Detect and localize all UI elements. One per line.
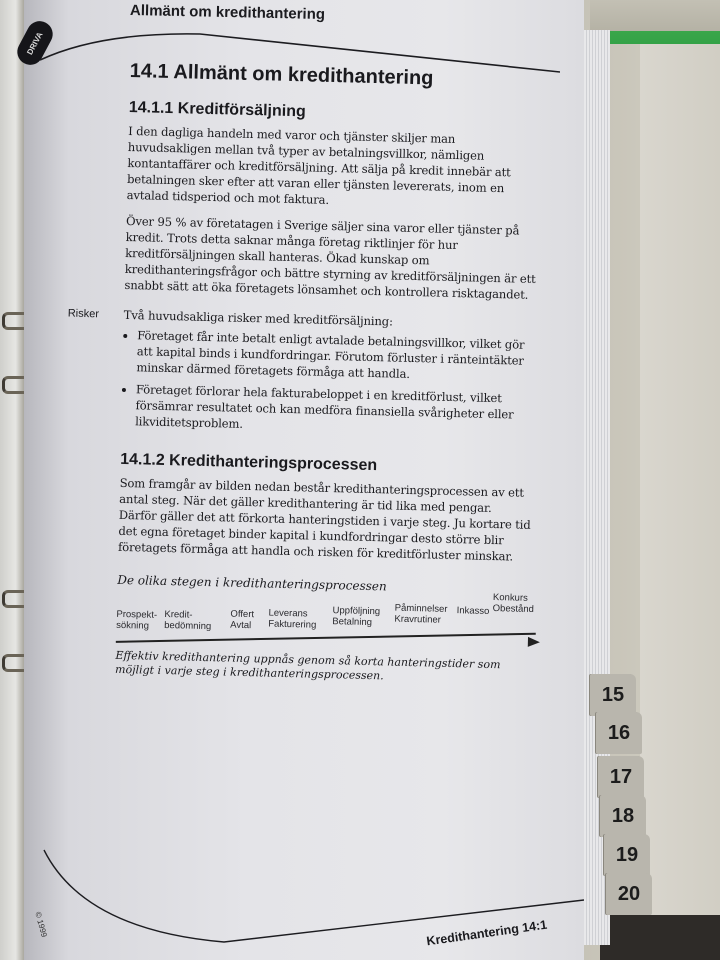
list-item: • Företaget får inte betalt enligt avtalade betalningsvillkor, vilket gör att kapital binds i kundfordringar. Förutom förluster i ränteintäkter minskar därmed företagets förmåga att handla. [136,327,535,385]
list-item: • Företaget förlorar hela fakturabeloppet i en kreditförlust, vilket försämrar resultatet och kan medföra finansiella svårigheter eller likviditetsproblem. [135,381,534,439]
process-step: Kredit- bedömning [164,609,212,633]
paragraph: Som framgår av bilden nedan består kredithanteringsprocessen av ett antal steg. När det gäller kredithantering är tid lika med pengar. Därför gäller det att förkorta hanteringstiden i varje steg. Ju kortare tid det egna företaget binder kapital i kundfordringar desto större blir företagets förmåga att handla och risken för kreditförluster minskar. [117,475,531,564]
diagram-title: De olika stegen i kredithanteringsprocessen [117,572,387,594]
process-steps [116,591,535,649]
page-content [67,60,542,693]
process-arrow-line [116,633,536,643]
process-step: Offert Avtal [230,608,255,632]
tab-15[interactable]: 15 [590,674,636,716]
process-step: Prospekt- sökning [116,608,158,632]
process-step: Uppföljning Betalning [332,605,381,629]
risk-intro: Två huvudsakliga risker med kreditförsäljning: [123,307,393,329]
running-header: Allmänt om kredithantering [129,1,326,24]
section-heading: 14.1 Allmänt om kredithantering [129,60,434,90]
paragraph: I den dagliga handeln med varor och tjänster skiljer man huvudsakligen mellan två typer av betalningsvillkor, nämligen kontantaffärer och kreditförsäljning. Att sälja på kredit innebär att betalningen sker efter att varan eller tjänsten levererats, inom en avtalad tidsperiod och mot faktura. [126,123,511,207]
process-step: Konkurs Obestånd [492,592,535,616]
series-badge: DRIVA [13,17,58,70]
process-step: Inkasso [456,605,490,617]
tab-19[interactable]: 19 [604,834,650,876]
diagram-caption: Effektiv kredithantering uppnås genom så korta hanteringstider som möjligt i varje steg i kredithanteringsprocessen. [114,648,501,683]
subsection-heading: 14.1.2 Kredithanteringsprocessen [120,450,378,475]
subsection-heading: 14.1.1 Kreditförsäljning [128,98,306,121]
page-footer-label: Kredithantering 14:1 [425,917,548,949]
process-step: Leverans Fakturering [268,607,317,631]
margin-note: Risker [67,307,100,321]
tab-20[interactable]: 20 [606,873,652,915]
binder-bottom [600,915,720,960]
process-step: Påminnelser Kravrutiner [394,602,448,626]
tab-18[interactable]: 18 [600,795,646,837]
binder-back-board [640,44,720,934]
copyright-code: © 1999 [33,910,49,939]
risk-list [121,327,535,439]
arrow-right-icon [528,637,540,647]
process-diagram [114,572,535,693]
tab-17[interactable]: 17 [598,756,644,798]
paragraph: Över 95 % av företatagen i Sverige säljer sina varor eller tjänster på kredit. Trots detta saknar många företag riktlinjer för hur kreditförsäljningen skall hanteras. Ökad kunskap om kredithanteringsfrågor och bättre styrning av kreditförsäljningen är ett snabbt sätt att öka företagets lönsamhet och kontrollera risktagandet. [124,213,536,302]
binder-spine [0,0,26,960]
tab-16[interactable]: 16 [596,712,642,754]
